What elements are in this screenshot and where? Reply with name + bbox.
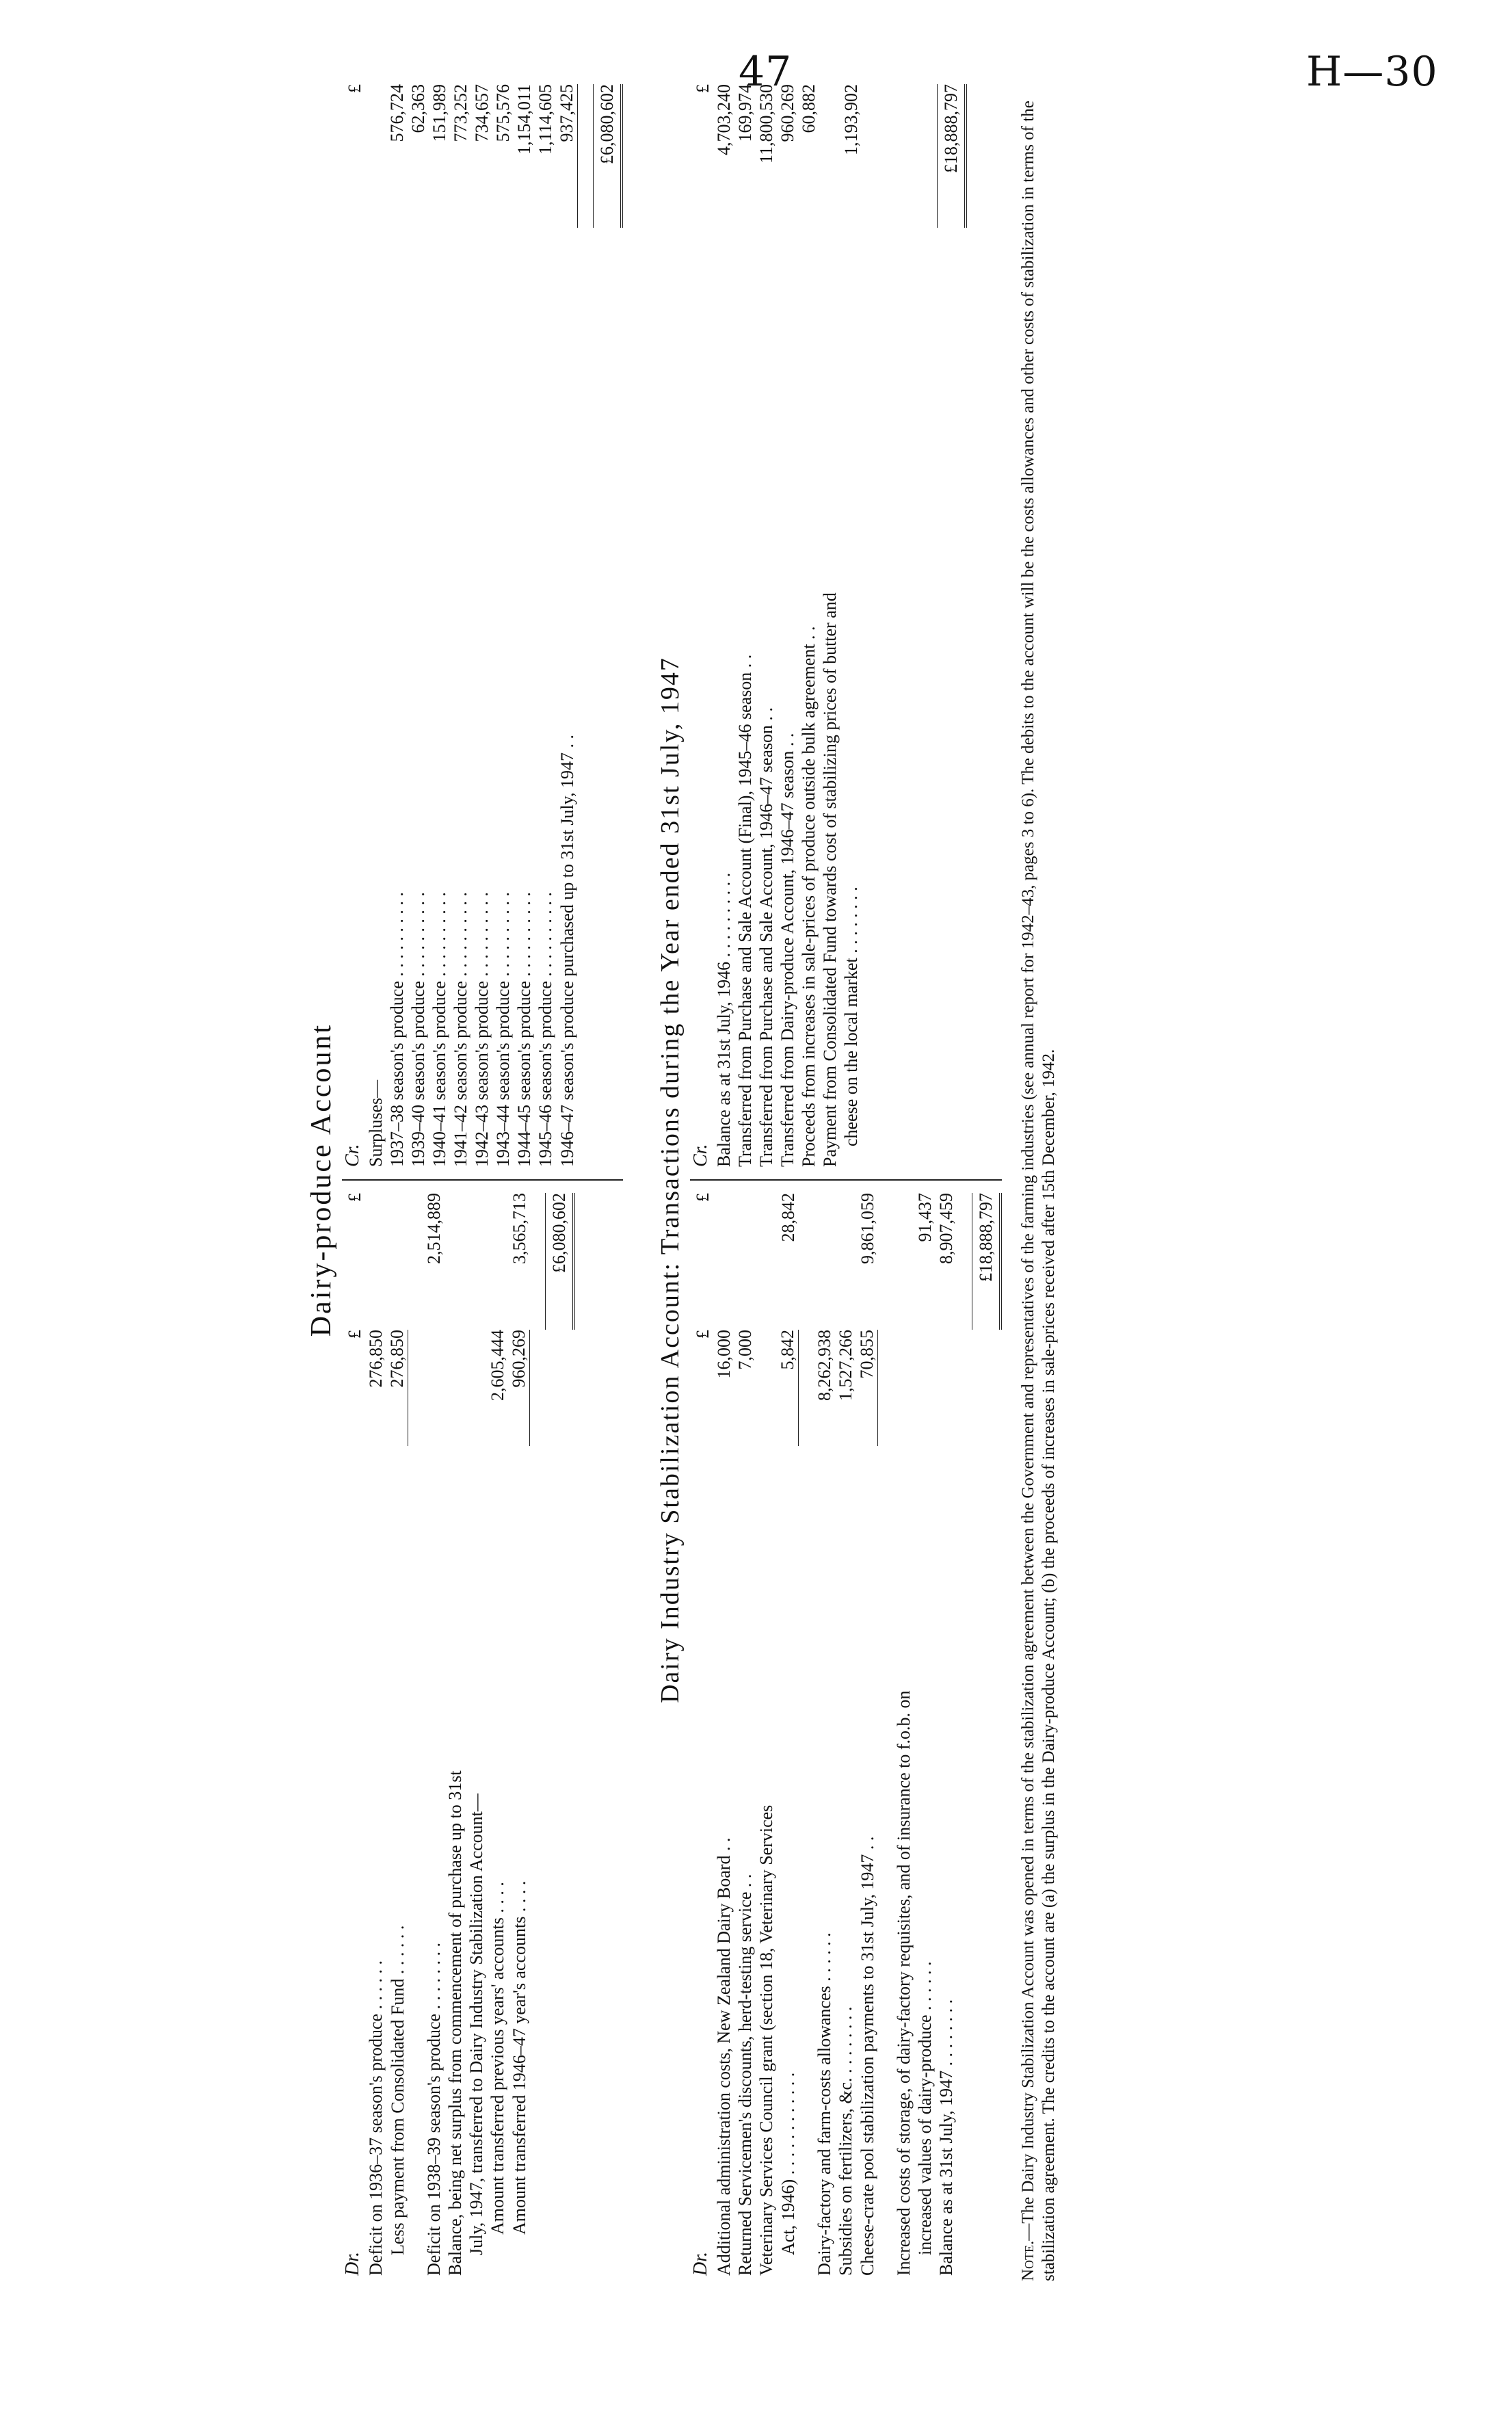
surplus-value: 773,252 <box>451 84 470 142</box>
surplus-value: 734,657 <box>472 84 492 142</box>
row-label: Balance as at 31st July, 1946 . . . . . . . . . . <box>714 872 734 1167</box>
row-label: Veterinary Services Council grant (section 18, Veterinary Services <box>756 1804 776 2276</box>
pound-sign: £ <box>345 84 364 93</box>
footnote <box>1018 72 1059 2288</box>
row-value: 276,850 <box>386 1330 408 1446</box>
row-label: Increased costs of storage, of dairy-factory requisites, and of insurance to f.o.b. on <box>894 1690 914 2276</box>
row-value: 1,193,902 <box>841 84 861 155</box>
document-reference: H—30 <box>1306 48 1438 96</box>
note-lead: Note. <box>1019 2240 1037 2281</box>
row-value: 9,861,059 <box>858 1193 877 1264</box>
pound-sign: £ <box>693 1193 713 1202</box>
surplus-list <box>386 84 578 1167</box>
row-value: 2,514,889 <box>424 1193 444 1264</box>
pound-sign: £ <box>345 1193 364 1202</box>
row-label: Balance, being net surplus from commencement of purchase up to 31st <box>445 1770 465 2276</box>
surplus-label: 1945–46 season's produce . . . . . . . . . . <box>535 892 555 1167</box>
row-label: Deficit on 1936–37 season's produce . . . . . . <box>366 1960 386 2276</box>
page-number: 47 <box>739 48 793 96</box>
surplus-label: 1941–42 season's produce . . . . . . . . . . <box>451 892 470 1167</box>
row-value: 70,855 <box>856 1330 878 1446</box>
stabilization-account <box>690 72 1002 2288</box>
row-label: Proceeds from increases in sale-prices of produce outside bulk agreement . . <box>799 626 819 1167</box>
row-label: Dairy-factory and farm-costs allowances . . . . . . <box>814 1932 834 2276</box>
row-value: 16,000 <box>714 1330 734 1379</box>
row-label: Act, 1946) . . . . . . . . . . . . <box>778 2072 798 2255</box>
dairy-produce-credit-side <box>342 72 623 1179</box>
surplus-value: 62,363 <box>408 84 428 133</box>
dairy-produce-account <box>342 72 623 2288</box>
row-value: 276,850 <box>366 1330 386 1388</box>
note-text: —The Dairy Industry Stabilization Account was opened in terms of the stabilization agreement between the Government and representatives of the farming industries (see annual report for 1942–43, pages 3 to 6). The debits to the account will be the costs allowances and other costs of stabilization in terms of the stabilization agreement. The credits to the account are (a) the surplus in the Dairy-produce Account; (b) the proceeds of increases in sale-prices received after 15th December, 1942. <box>1019 101 1058 2281</box>
row-value: 8,262,938 <box>814 1330 834 1401</box>
dairy-produce-debit-side <box>342 1179 623 2288</box>
row-label: Deficit on 1938–39 season's produce . . . . . . . . <box>424 1942 444 2276</box>
row-value: 3,565,713 <box>509 1193 529 1264</box>
debit-total: £18,888,797 <box>972 1193 1002 1330</box>
pound-sign: £ <box>693 84 713 93</box>
row-label: Amount transferred previous years' accounts . . . . <box>488 1882 507 2235</box>
credit-label: Cr. <box>342 1144 363 1167</box>
surplus-label: 1940–41 season's produce . . . . . . . . . . <box>429 892 449 1167</box>
row-value: 7,000 <box>735 1330 755 1370</box>
stabilization-credit-side <box>690 72 1002 1179</box>
credit-total: £18,888,797 <box>937 84 967 228</box>
row-label: Transferred from Purchase and Sale Account, 1946–47 season . . <box>756 707 776 1167</box>
surplus-row <box>450 84 471 1167</box>
surplus-label: 1944–45 season's produce . . . . . . . . . . <box>514 892 534 1167</box>
row-label: Additional administration costs, New Zealand Dairy Board . . <box>714 1837 734 2276</box>
surplus-label: 1946–47 season's produce purchased up to 31st July, 1947 . . <box>557 735 577 1167</box>
row-value: 28,842 <box>778 1193 798 1242</box>
row-value: 960,269 <box>778 84 797 142</box>
surplus-value: 1,154,011 <box>514 84 534 155</box>
surplus-label: 1942–43 season's produce . . . . . . . . . . <box>472 892 492 1167</box>
surplus-row <box>556 84 578 1167</box>
row-label: cheese on the local market . . . . . . . . <box>841 886 861 1146</box>
credit-label: Cr. <box>690 1144 711 1167</box>
row-label: Payment from Consolidated Fund towards cost of stabilizing prices of butter and <box>820 592 840 1167</box>
row-value: 169,974 <box>735 84 755 142</box>
row-label: increased values of dairy-produce . . . . . . <box>915 1961 935 2255</box>
surplus-value: 151,989 <box>429 84 449 142</box>
surplus-value: 1,114,605 <box>535 84 555 155</box>
surplus-row <box>514 84 535 1167</box>
row-value: 91,437 <box>915 1193 935 1242</box>
surplus-row <box>408 84 429 1167</box>
debit-label: Dr. <box>690 2251 711 2276</box>
surplus-label: 1943–44 season's produce . . . . . . . . . . <box>493 892 513 1167</box>
row-label: Amount transferred 1946–47 year's accounts . . . . <box>509 1880 529 2235</box>
row-value: 960,269 <box>508 1330 530 1446</box>
surplus-value: 937,425 <box>556 84 578 228</box>
row-value: 1,527,266 <box>836 1330 856 1401</box>
surplus-row <box>492 84 514 1167</box>
rotated-accounts-sheet <box>301 72 1512 2288</box>
row-value: 5,842 <box>777 1330 799 1446</box>
row-value: 60,882 <box>799 84 819 133</box>
surplus-row <box>429 84 450 1167</box>
row-label: Transferred from Purchase and Sale Account (Final), 1945–46 season . . <box>735 654 755 1167</box>
row-value: 2,605,444 <box>488 1330 507 1401</box>
surplus-value: 575,576 <box>493 84 513 142</box>
row-label: Subsidies on fertilizers, &c. . . . . . . . . <box>836 2006 856 2276</box>
stabilization-debit-side <box>690 1179 1002 2288</box>
row-value: 11,800,530 <box>756 84 776 164</box>
row-label: Cheese-crate pool stabilization payments to 31st July, 1947 . . <box>858 1836 877 2276</box>
surplus-row <box>471 84 492 1167</box>
surplus-row <box>535 84 556 1167</box>
dairy-produce-title: Dairy-produce Account <box>306 1023 337 1337</box>
debit-label: Dr. <box>342 2251 363 2276</box>
row-value: 8,907,459 <box>936 1193 956 1264</box>
credit-total: £6,080,602 <box>593 84 623 228</box>
row-label: Returned Servicemen's discounts, herd-testing service . . <box>735 1874 755 2276</box>
row-label: July, 1947, transferred to Dairy Industry Stabilization Account— <box>466 1793 486 2255</box>
row-label: Less payment from Consolidated Fund . . . . . . <box>388 1925 408 2255</box>
surplus-value: 576,724 <box>387 84 407 142</box>
surplus-label: 1939–40 season's produce . . . . . . . . . . <box>408 892 428 1167</box>
surpluses-heading: Surpluses— <box>366 1079 386 1167</box>
row-value: 4,703,240 <box>714 84 734 155</box>
row-label: Transferred from Dairy-produce Account, 1946–47 season . . <box>778 733 797 1167</box>
pound-sign: £ <box>345 1330 364 1339</box>
debit-total: £6,080,602 <box>545 1193 575 1330</box>
surplus-row <box>386 84 408 1167</box>
stabilization-title: Dairy Industry Stabilization Account: Transactions during the Year ended 31st July, 1947 <box>656 657 685 1703</box>
pound-sign: £ <box>693 1330 713 1339</box>
surplus-label: 1937–38 season's produce . . . . . . . . . . <box>387 892 407 1167</box>
row-label: Balance as at 31st July, 1947 . . . . . . . . <box>936 1999 956 2276</box>
